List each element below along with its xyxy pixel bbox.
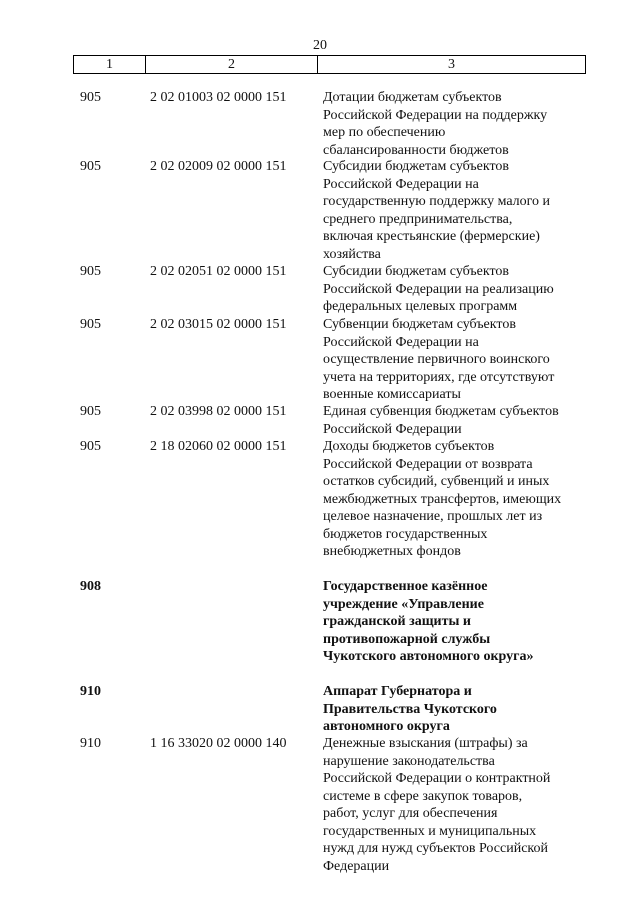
description-line: Чукотского автономного округа» [323,649,534,664]
description-line: Правительства Чукотского [323,701,497,717]
income-description [323,438,583,561]
income-description [323,683,583,736]
description-line: нужд для нужд субъектов Российской [323,841,548,856]
description-line: военные комиссариаты [323,387,461,402]
budget-classification-code: 2 02 01003 02 0000 151 [150,90,287,105]
admin-code: 910 [80,684,101,699]
description-line: Субвенции бюджетам субъектов [323,317,516,332]
description-line: Российской Федерации на поддержку [323,107,548,123]
budget-classification-code: 1 16 33020 02 0000 140 [150,736,287,751]
admin-code: 905 [80,90,101,105]
description-line: Российской Федерации на [323,334,479,350]
description-line: осуществление первичного воинского [323,352,550,367]
admin-code: 905 [80,317,101,332]
admin-code: 905 [80,159,101,174]
description-line: Российской Федерации от возврата [323,456,533,472]
description-line: Субсидии бюджетам субъектов [323,159,510,174]
description-line: Федерации [323,858,390,874]
budget-classification-code: 2 18 02060 02 0000 151 [150,439,287,454]
description-line: федеральных целевых программ [323,299,518,314]
description-line: учреждение «Управление [323,596,484,612]
description-line: работ, услуг для обеспечения [323,806,498,821]
description-line: автономного округа [323,719,450,734]
description-line: Дотации бюджетам субъектов [323,90,502,105]
page-number: 20 [313,38,327,53]
income-description [323,89,583,159]
budget-classification-code: 2 02 03015 02 0000 151 [150,317,287,332]
description-line: системе в сфере закупок товаров, [323,788,523,804]
description-line: Субсидии бюджетам субъектов [323,264,510,279]
income-description [323,316,583,404]
income-description [323,578,583,666]
description-line: среднего предпринимательства, [323,211,513,227]
income-description [323,263,583,316]
admin-code: 905 [80,264,101,279]
description-line: Денежные взыскания (штрафы) за [323,736,528,751]
description-line: Доходы бюджетов субъектов [323,439,495,454]
description-line: включая крестьянские (фермерские) [323,229,540,244]
column-header-1: 1 [74,56,146,74]
description-line: Государственное казённое [323,579,488,594]
description-line: Аппарат Губернатора и [323,684,472,699]
admin-code: 908 [80,579,101,594]
description-line: хозяйства [323,246,381,262]
description-line: Российской Федерации [323,421,462,437]
description-line: гражданской защиты и [323,614,471,629]
description-line: учета на территориях, где отсутствуют [323,369,555,385]
description-line: внебюджетных фондов [323,544,461,559]
income-description [323,403,583,438]
description-line: Российской Федерации на реализацию [323,281,554,297]
description-line: государственных и муниципальных [323,823,537,839]
column-header-3: 3 [318,56,586,74]
admin-code: 905 [80,439,101,454]
description-line: межбюджетных трансфертов, имеющих [323,491,562,507]
description-line: мер по обеспечению [323,125,446,140]
description-line: остатков субсидий, субвенций и иных [323,474,550,489]
description-line: государственную поддержку малого и [323,194,551,209]
income-description [323,158,583,263]
description-line: целевое назначение, прошлых лет из [323,509,543,524]
description-line: сбалансированности бюджетов [323,142,509,158]
income-description [323,735,583,875]
description-line: противопожарной службы [323,631,491,647]
description-line: Российской Федерации о контрактной [323,771,551,786]
admin-code: 910 [80,736,101,751]
description-line: бюджетов государственных [323,526,488,542]
budget-classification-code: 2 02 03998 02 0000 151 [150,404,287,419]
budget-classification-code: 2 02 02051 02 0000 151 [150,264,287,279]
admin-code: 905 [80,404,101,419]
description-line: Российской Федерации на [323,176,479,192]
description-line: Единая субвенция бюджетам субъектов [323,404,559,419]
column-header-2: 2 [146,56,318,74]
description-line: нарушение законодательства [323,753,495,769]
budget-classification-code: 2 02 02009 02 0000 151 [150,159,287,174]
